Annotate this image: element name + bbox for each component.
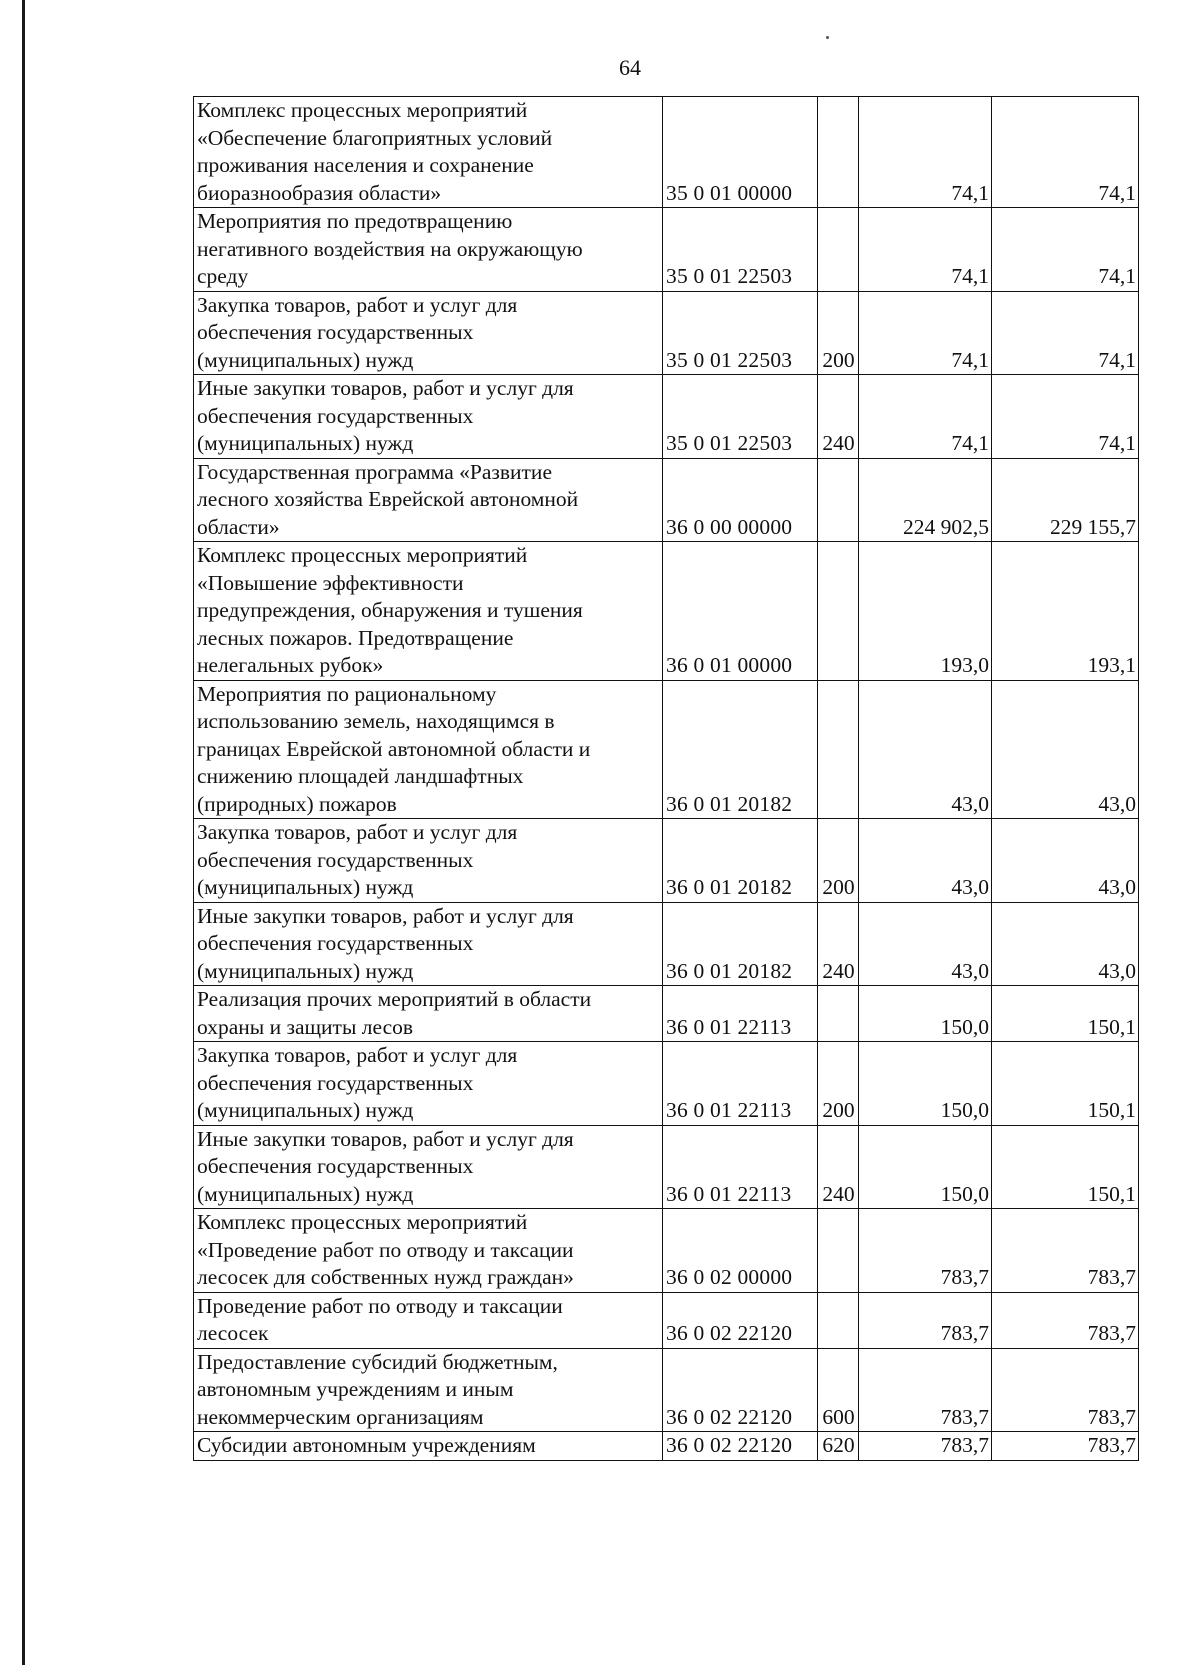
table-row (194, 542, 1139, 681)
row-year2-cell: 150,1 (992, 986, 1139, 1042)
row-year1-cell: 783,7 (859, 1432, 992, 1461)
row-year1-cell: 783,7 (859, 1348, 992, 1432)
row-expense-type-cell: 200 (818, 819, 859, 903)
table-row (194, 819, 1139, 903)
row-code-cell: 36 0 01 22113 (663, 1042, 818, 1126)
row-name-cell: Предоставление субсидий бюджетным, автономным учреждениям и иным некоммерческим организациям (194, 1348, 663, 1432)
row-name-cell: Мероприятия по рациональному использованию земель, находящимся в границах Еврейской автономной области и снижению площадей ландшафтных (природных) пожаров (194, 680, 663, 819)
table-row (194, 97, 1139, 208)
table-row (194, 375, 1139, 459)
row-year1-cell: 74,1 (859, 291, 992, 375)
row-name-cell: Иные закупки товаров, работ и услуг для обеспечения государственных (муниципальных) нужд (194, 1125, 663, 1209)
table-row (194, 1125, 1139, 1209)
row-name-cell: Иные закупки товаров, работ и услуг для обеспечения государственных (муниципальных) нужд (194, 375, 663, 459)
budget-table-body (194, 97, 1139, 1461)
row-year2-cell: 150,1 (992, 1042, 1139, 1126)
row-year2-cell: 193,1 (992, 542, 1139, 681)
table-row (194, 291, 1139, 375)
row-year1-cell: 783,7 (859, 1292, 992, 1348)
row-name-cell: Закупка товаров, работ и услуг для обеспечения государственных (муниципальных) нужд (194, 1042, 663, 1126)
row-year1-cell: 150,0 (859, 986, 992, 1042)
row-expense-type-cell: 200 (818, 291, 859, 375)
row-year1-cell: 74,1 (859, 97, 992, 208)
row-year2-cell: 783,7 (992, 1292, 1139, 1348)
table-row (194, 1292, 1139, 1348)
row-year1-cell: 224 902,5 (859, 458, 992, 542)
row-year2-cell: 43,0 (992, 680, 1139, 819)
row-name-cell: Проведение работ по отводу и таксации лесосек (194, 1292, 663, 1348)
row-year1-cell: 783,7 (859, 1209, 992, 1293)
row-expense-type-cell: 620 (818, 1432, 859, 1461)
row-name-cell: Иные закупки товаров, работ и услуг для обеспечения государственных (муниципальных) нужд (194, 902, 663, 986)
table-row (194, 986, 1139, 1042)
row-expense-type-cell: 600 (818, 1348, 859, 1432)
row-code-cell: 36 0 01 22113 (663, 986, 818, 1042)
row-name-cell: Реализация прочих мероприятий в области охраны и защиты лесов (194, 986, 663, 1042)
row-code-cell: 36 0 01 22113 (663, 1125, 818, 1209)
row-expense-type-cell (818, 208, 859, 292)
row-code-cell: 36 0 02 22120 (663, 1348, 818, 1432)
row-expense-type-cell (818, 680, 859, 819)
row-code-cell: 36 0 01 00000 (663, 542, 818, 681)
row-code-cell: 36 0 02 22120 (663, 1432, 818, 1461)
table-row (194, 1348, 1139, 1432)
row-year1-cell: 74,1 (859, 208, 992, 292)
row-year1-cell: 43,0 (859, 680, 992, 819)
row-name-cell: Комплекс процессных мероприятий «Проведение работ по отводу и таксации лесосек для собственных нужд граждан» (194, 1209, 663, 1293)
row-year1-cell: 74,1 (859, 375, 992, 459)
budget-table (193, 96, 1139, 1461)
table-row (194, 458, 1139, 542)
scan-left-edge (22, 0, 25, 1665)
row-expense-type-cell (818, 1209, 859, 1293)
row-expense-type-cell (818, 97, 859, 208)
row-year1-cell: 43,0 (859, 819, 992, 903)
row-expense-type-cell: 240 (818, 902, 859, 986)
row-code-cell: 35 0 01 22503 (663, 208, 818, 292)
table-row (194, 1209, 1139, 1293)
row-code-cell: 36 0 01 20182 (663, 680, 818, 819)
row-expense-type-cell (818, 986, 859, 1042)
row-expense-type-cell: 240 (818, 1125, 859, 1209)
table-row (194, 1432, 1139, 1461)
table-row (194, 680, 1139, 819)
scan-speck (826, 36, 829, 39)
table-row (194, 902, 1139, 986)
row-year2-cell: 43,0 (992, 902, 1139, 986)
row-year2-cell: 74,1 (992, 208, 1139, 292)
row-year2-cell: 74,1 (992, 291, 1139, 375)
row-year1-cell: 150,0 (859, 1125, 992, 1209)
row-name-cell: Государственная программа «Развитие лесного хозяйства Еврейской автономной области» (194, 458, 663, 542)
row-code-cell: 35 0 01 22503 (663, 291, 818, 375)
table-row (194, 208, 1139, 292)
row-year2-cell: 783,7 (992, 1348, 1139, 1432)
row-name-cell: Субсидии автономным учреждениям (194, 1432, 663, 1461)
row-name-cell: Мероприятия по предотвращению негативного воздействия на окружающую среду (194, 208, 663, 292)
row-year1-cell: 193,0 (859, 542, 992, 681)
row-code-cell: 35 0 01 22503 (663, 375, 818, 459)
row-name-cell: Комплекс процессных мероприятий «Повышение эффективности предупреждения, обнаружения и тушения лесных пожаров. Предотвращение нелегальных рубок» (194, 542, 663, 681)
row-expense-type-cell: 240 (818, 375, 859, 459)
row-code-cell: 35 0 01 00000 (663, 97, 818, 208)
row-name-cell: Комплекс процессных мероприятий «Обеспечение благоприятных условий проживания населения и сохранение биоразнообразия области» (194, 97, 663, 208)
row-year2-cell: 150,1 (992, 1125, 1139, 1209)
row-year2-cell: 74,1 (992, 97, 1139, 208)
row-year1-cell: 150,0 (859, 1042, 992, 1126)
row-code-cell: 36 0 02 22120 (663, 1292, 818, 1348)
row-expense-type-cell (818, 458, 859, 542)
row-expense-type-cell: 200 (818, 1042, 859, 1126)
row-year2-cell: 229 155,7 (992, 458, 1139, 542)
row-code-cell: 36 0 00 00000 (663, 458, 818, 542)
row-code-cell: 36 0 01 20182 (663, 902, 818, 986)
row-name-cell: Закупка товаров, работ и услуг для обеспечения государственных (муниципальных) нужд (194, 291, 663, 375)
row-year2-cell: 74,1 (992, 375, 1139, 459)
row-expense-type-cell (818, 542, 859, 681)
row-code-cell: 36 0 02 00000 (663, 1209, 818, 1293)
row-year2-cell: 783,7 (992, 1209, 1139, 1293)
row-code-cell: 36 0 01 20182 (663, 819, 818, 903)
row-name-cell: Закупка товаров, работ и услуг для обеспечения государственных (муниципальных) нужд (194, 819, 663, 903)
row-year2-cell: 783,7 (992, 1432, 1139, 1461)
row-year1-cell: 43,0 (859, 902, 992, 986)
table-row (194, 1042, 1139, 1126)
row-expense-type-cell (818, 1292, 859, 1348)
page-number: 64 (619, 55, 641, 80)
row-year2-cell: 43,0 (992, 819, 1139, 903)
